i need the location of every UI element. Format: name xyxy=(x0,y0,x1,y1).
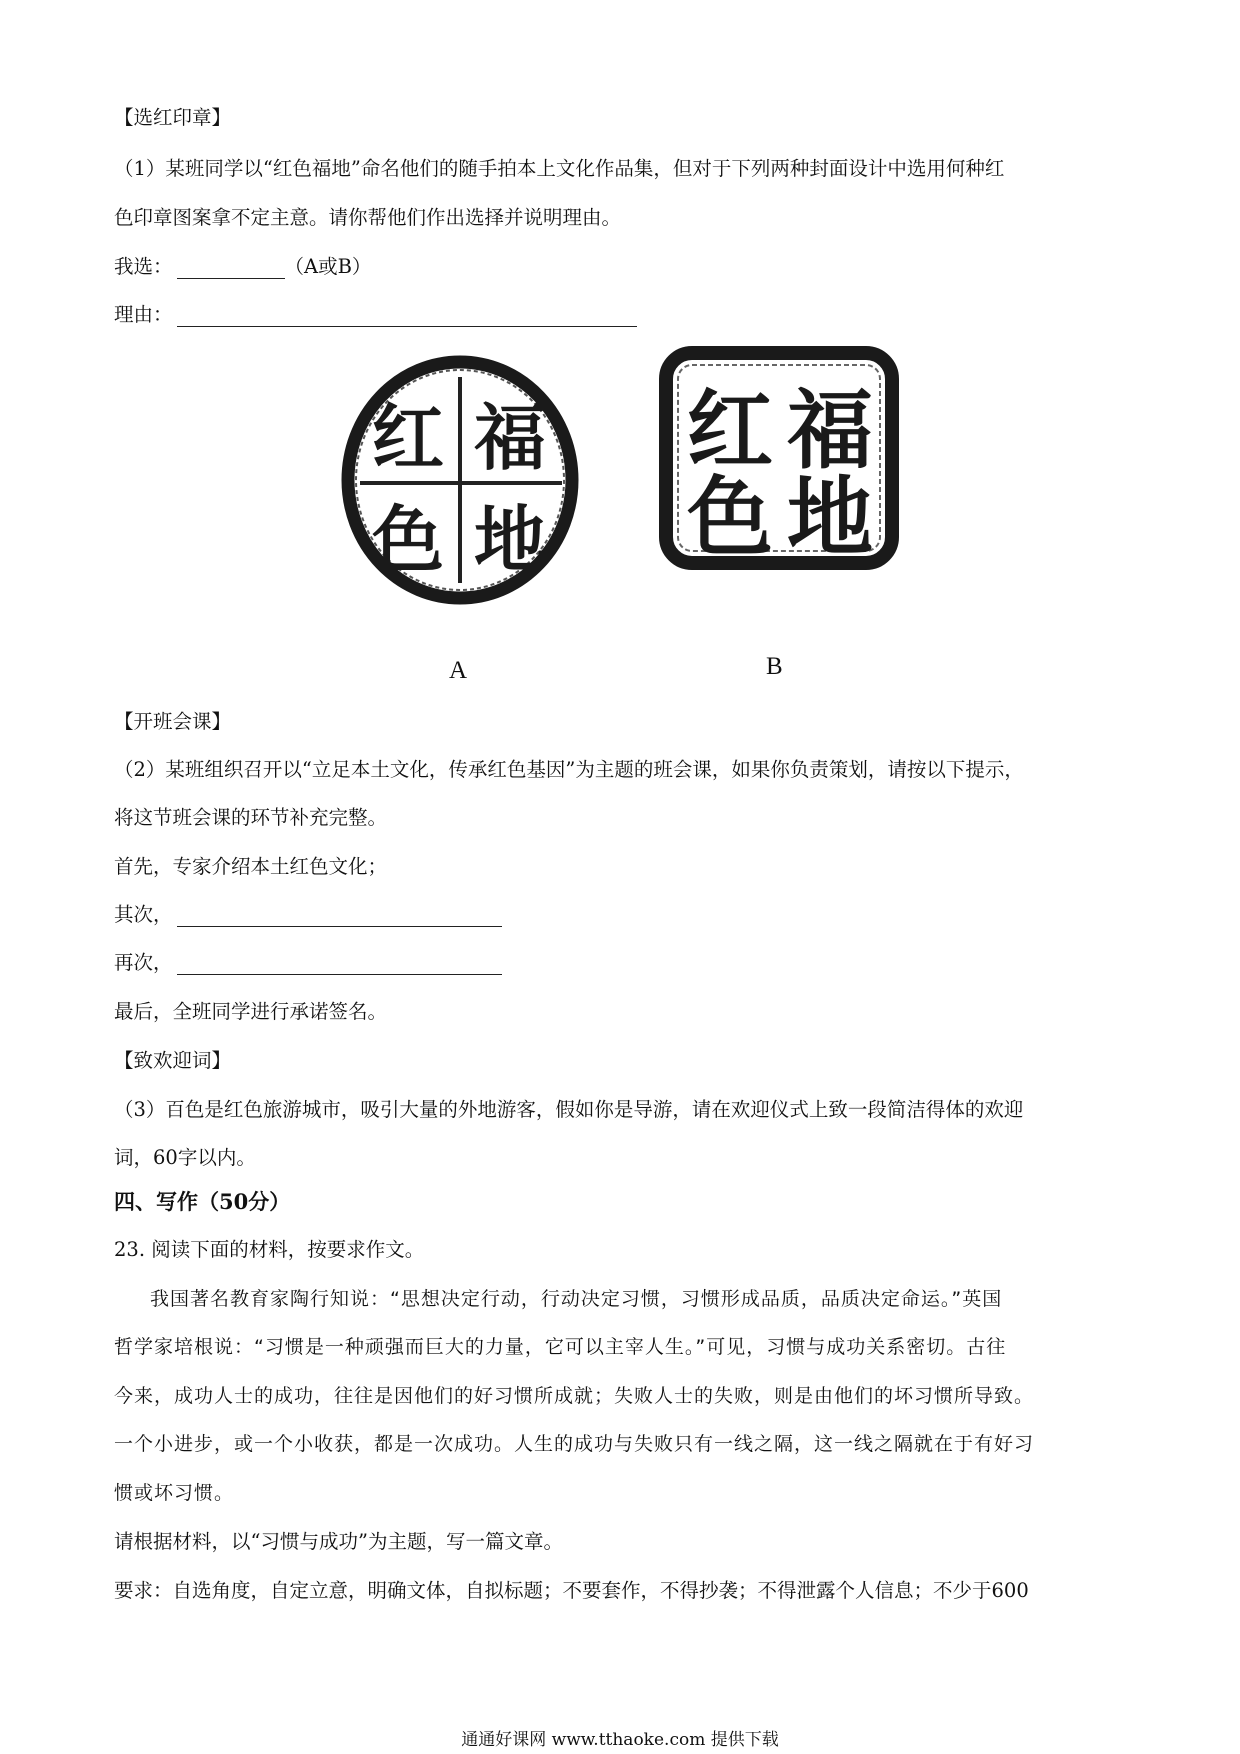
seal-a-char: 色 xyxy=(371,498,445,582)
writing-prompt: 请根据材料，以“习惯与成功”为主题，写一篇文章。 xyxy=(114,1530,563,1553)
reason-blank[interactable] xyxy=(177,306,637,327)
writing-requirements: 要求：自选角度，自定立意，明确文体，自拟标题；不要套作，不得抄袭；不得泄露个人信息；不少于600 xyxy=(114,1579,1029,1602)
material-line-2: 哲学家培根说：“习惯是一种顽强而巨大的力量，它可以主宰人生。”可见，习惯与成功关系密切。古往 xyxy=(114,1336,1007,1358)
step-third-label: 再次， xyxy=(114,951,173,974)
seal-a-char: 福 xyxy=(473,396,547,480)
step-second-row xyxy=(114,903,502,927)
question-23: 23. 阅读下面的材料，按要求作文。 xyxy=(114,1238,425,1261)
seal-b-char: 福 xyxy=(787,381,873,481)
seal-b-char: 红 xyxy=(687,381,773,481)
page-footer: 通通好课网 www.tthaoke.com 提供下载 xyxy=(461,1730,779,1750)
writing-section-title: 四、写作（50分） xyxy=(114,1189,291,1214)
question-3-line-1: （3）百色是红色旅游城市，吸引大量的外地游客，假如你是导游，请在欢迎仪式上致一段简洁得体的欢迎 xyxy=(114,1098,1024,1121)
step-second-label: 其次， xyxy=(114,903,173,926)
section-heading-welcome: 【致欢迎词】 xyxy=(114,1049,232,1072)
seal-a-caption: A xyxy=(449,657,468,684)
seal-b-caption: B xyxy=(766,653,783,680)
material-line-1: 我国著名教育家陶行知说：“思想决定行动，行动决定习惯，习惯形成品质，品质决定命运。”英国 xyxy=(150,1288,1003,1310)
question-1-line-2: 色印章图案拿不定主意。请你帮他们作出选择并说明理由。 xyxy=(114,206,622,229)
reason-label: 理由： xyxy=(114,303,173,326)
choice-hint: （A或B） xyxy=(284,255,372,278)
choice-blank[interactable] xyxy=(177,258,285,279)
material-line-4: 一个小进步，或一个小收获，都是一次成功。人生的成功与失败只有一线之隔，这一线之隔就在于有好习 xyxy=(114,1433,1035,1455)
question-1-line-1: （1）某班同学以“红色福地”命名他们的随手拍本上文化作品集，但对于下列两种封面设计中选用何种红 xyxy=(114,157,1005,180)
step-third-blank[interactable] xyxy=(177,954,502,975)
material-line-3: 今来，成功人士的成功，往往是因他们的好习惯所成就；失败人士的失败，则是由他们的坏习惯所导致。 xyxy=(114,1385,1035,1407)
choice-row xyxy=(114,255,371,279)
section-heading-class-meeting: 【开班会课】 xyxy=(114,710,232,733)
seal-b-char: 色 xyxy=(687,468,773,568)
section-heading-seal: 【选红印章】 xyxy=(114,106,232,129)
step-third-row xyxy=(114,951,502,975)
question-3-line-2: 词，60字以内。 xyxy=(114,1146,256,1169)
seal-a-image xyxy=(340,355,580,605)
reason-row xyxy=(114,303,637,327)
seal-a-char: 红 xyxy=(371,396,445,480)
choice-label: 我选： xyxy=(114,255,173,278)
seal-b-image xyxy=(658,345,900,571)
question-2-line-2: 将这节班会课的环节补充完整。 xyxy=(114,806,388,829)
step-second-blank[interactable] xyxy=(177,906,502,927)
step-first: 首先，专家介绍本土红色文化； xyxy=(114,855,388,878)
question-2-line-1: （2）某班组织召开以“立足本土文化，传承红色基因”为主题的班会课，如果你负责策划，请按以下提示， xyxy=(114,758,1024,781)
seal-b-char: 地 xyxy=(787,468,873,568)
step-last: 最后，全班同学进行承诺签名。 xyxy=(114,1000,388,1023)
material-line-5: 惯或坏习惯。 xyxy=(114,1482,235,1504)
seal-a-char: 地 xyxy=(473,498,547,582)
